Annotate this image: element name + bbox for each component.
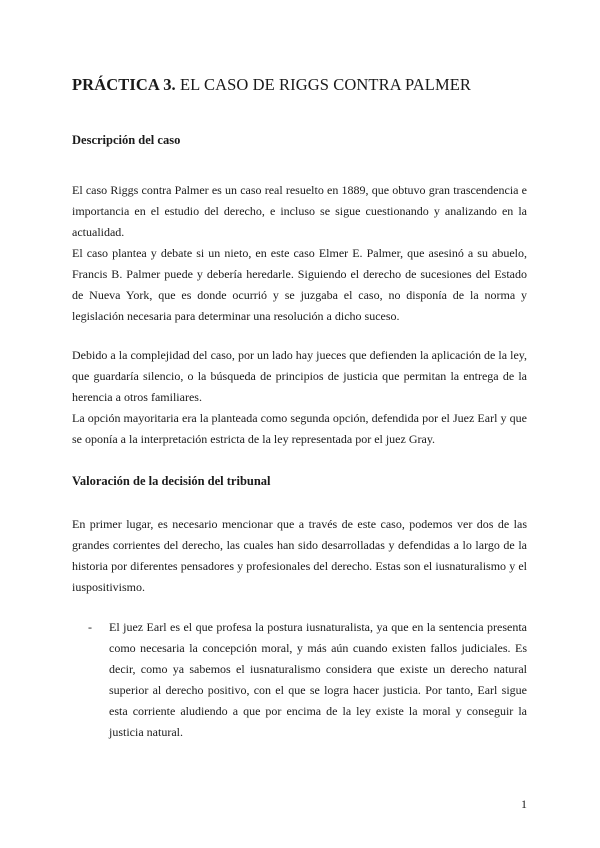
paragraph-3: Debido a la complejidad del caso, por un lado hay jueces que defienden la aplicación de la ley, que guardaría silencio, o la búsqueda de principios de justicia que permitan la entrega de la herencia a otros familiares. [72, 348, 527, 404]
section-heading-valoracion: Valoración de la decisión del tribunal [72, 474, 271, 488]
paragraph-4: La opción mayoritaria era la planteada como segunda opción, defendida por el Juez Earl y que se oponía a la interpretación estricta de la ley representada por el juez Gray. [72, 411, 527, 446]
title-text: EL CASO DE RIGGS CONTRA PALMER [175, 75, 472, 94]
paragraph-5: En primer lugar, es necesario mencionar que a través de este caso, podemos ver dos de las grandes corrientes del derecho, las cuales han sido desarrolladas y defendidas a lo largo de la historia por diferentes pensadores y profesionales del derecho. Estas son el iusnaturalismo y el iuspositivismo. [72, 517, 527, 594]
paragraph-2: El caso plantea y debate si un nieto, en este caso Elmer E. Palmer, que asesinó a su abuelo, Francis B. Palmer puede y debería heredarle. Siguiendo el derecho de sucesiones del Estado de Nueva York, que es donde ocurrió y se juzgaba el caso, no disponía de la norma y legislación necesaria para determinar una resolución a dicho suceso. [72, 246, 527, 323]
section-heading-descripcion: Descripción del caso [72, 133, 181, 147]
bullet-item-text: El juez Earl es el que profesa la postura iusnaturalista, ya que en la sentencia presenta como necesaria la concepción moral, y más aún cuando existen fallos judiciales. Es decir, como ya sabemos el iusnaturalismo considera que existe un derecho natural superior al derecho positivo, con el que se logra hacer justicia. Por tanto, Earl sigue esta corriente aludiendo a que por encima de la ley existe la moral y conseguir la justicia natural. [109, 620, 527, 739]
paragraph-1: El caso Riggs contra Palmer es un caso real resuelto en 1889, que obtuvo gran trascendencia e importancia en el estudio del derecho, e incluso se sigue cuestionando y analizando en la actualidad. [72, 183, 527, 239]
page-number: 1 [521, 797, 527, 811]
bullet-marker: - [88, 620, 92, 634]
title-number: PRÁCTICA 3. [72, 75, 176, 94]
page-title [72, 75, 471, 95]
